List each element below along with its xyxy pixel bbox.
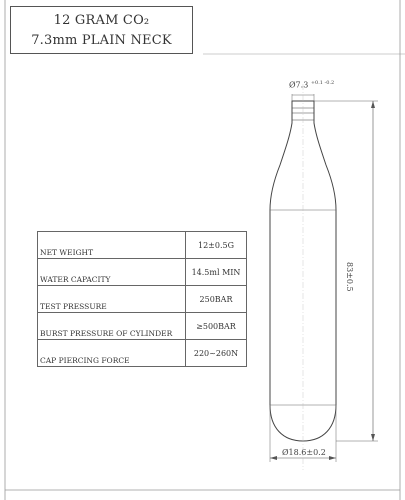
spec-label: BURST PRESSURE OF CYLINDER bbox=[38, 313, 186, 340]
spec-row bbox=[38, 313, 247, 340]
neck-diameter-label bbox=[289, 80, 334, 90]
spec-label: TEST PRESSURE bbox=[38, 286, 186, 313]
title-gram: 12 GRAM CO₂ bbox=[53, 13, 150, 28]
spec-label: WATER CAPACITY bbox=[38, 259, 186, 286]
spec-value: 12±0.5G bbox=[186, 232, 247, 259]
spec-row bbox=[38, 286, 247, 313]
spec-row bbox=[38, 259, 247, 286]
spec-value: 220~260N bbox=[186, 340, 247, 367]
spec-label: CAP PIERCING FORCE bbox=[38, 340, 186, 367]
body-arrow-left bbox=[270, 456, 277, 460]
title-neck: 7.3mm PLAIN NECK bbox=[31, 33, 172, 48]
length-arrow-top bbox=[371, 101, 375, 108]
length-label: 83±0.5 bbox=[345, 262, 354, 292]
neck-diameter-value: Ø7.3 bbox=[289, 80, 309, 90]
neck-tolerance: +0.1 -0.2 bbox=[310, 80, 335, 86]
spec-value: ≥500BAR bbox=[186, 313, 247, 340]
body-arrow-right bbox=[329, 456, 336, 460]
spec-row bbox=[38, 340, 247, 367]
spec-label: NET WEIGHT bbox=[38, 232, 186, 259]
spec-value: 250BAR bbox=[186, 286, 247, 313]
body-diameter-label: Ø18.6±0.2 bbox=[282, 448, 326, 457]
spec-value: 14.5ml MIN bbox=[186, 259, 247, 286]
title-block bbox=[10, 6, 193, 54]
length-arrow-bottom bbox=[371, 434, 375, 441]
specs-table bbox=[37, 231, 247, 367]
spec-row bbox=[38, 232, 247, 259]
